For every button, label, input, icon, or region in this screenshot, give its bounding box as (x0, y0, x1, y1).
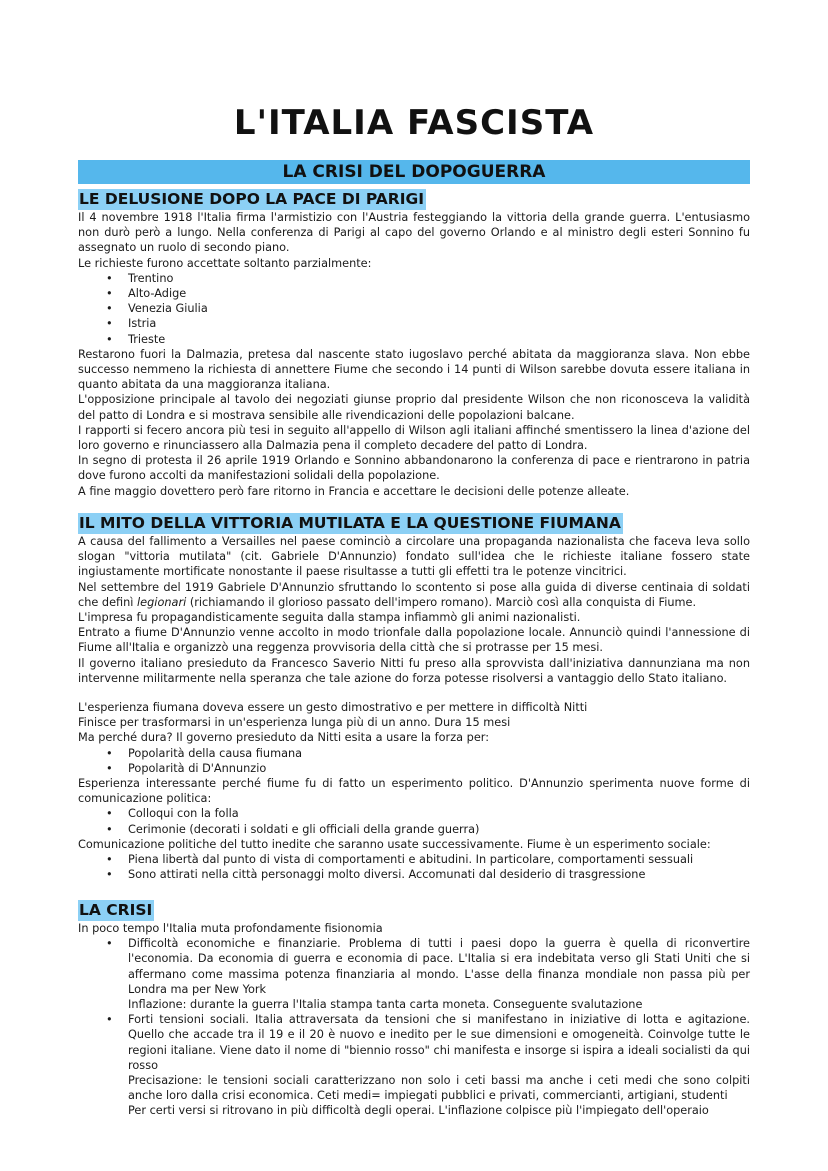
list-item: • Colloqui con la folla (78, 806, 750, 821)
list-item-text: • Difficoltà economiche e finanziarie. Problema di tutti i paesi dopo la guerra è quella di riconvertire l'economia. Da economia di guerra e economia di pace. L'Italia si era indebitata verso gli Stati Uniti che si affermano come massima potenza finanziaria al mondo. L'asse della finanza mondiale non passa più per Londra ma per New York (128, 937, 750, 996)
paragraph: Esperienza interessante perché fiume fu di fatto un esperimento politico. D'Annunzio sperimenta nuove forme di comunicazione politica: (78, 777, 750, 806)
list-item: • Alto-Adige (78, 286, 750, 301)
list-item: • Istria (78, 316, 750, 331)
crisis-list (78, 936, 750, 1118)
list-item (78, 1012, 750, 1118)
territory-list (78, 271, 750, 347)
list-item: • Popolarità di D'Annunzio (78, 761, 750, 776)
spacer (78, 686, 750, 700)
page-title: L'ITALIA FASCISTA (233, 103, 595, 143)
social-list (78, 852, 750, 882)
paragraph: Finisce per trasformarsi in un'esperienza lunga più di un anno. Dura 15 mesi (78, 716, 511, 730)
list-item-text: Inflazione: durante la guerra l'Italia stampa tanta carta moneta. Conseguente svalutazione (128, 998, 643, 1012)
paragraph: In segno di protesta il 26 aprile 1919 Orlando e Sonnino abbandonarono la conferenza di pace e rientrarono in patria dove furono accolti da manifestazioni solidali della popolazione. (78, 454, 750, 483)
paragraph: Restarono fuori la Dalmazia, pretesa dal nascente stato iugoslavo perché abitata da maggioranza slava. Non ebbe successo nemmeno la richiesta di annettere Fiume che secondo i 14 punti di Wilson sarebbe dovuta essere italiana in quanto abitata da una maggioranza italiana. (78, 347, 750, 392)
list-item: • Piena libertà dal punto di vista di comportamenti e abitudini. In particolare, comportamenti sessuali (78, 852, 750, 867)
list-item: • Popolarità della causa fiumana (78, 746, 750, 761)
text-span: Nel settembre del 1919 Gabriele D'Annunzio sfruttando lo scontento si pose alla guida di diverse centinaia di soldati che definì (78, 580, 750, 609)
paragraph: Entrato a fiume D'Annunzio venne accolto in modo trionfale dalla popolazione locale. Annunciò quindi l'annessione di Fiume all'Italia e organizzò una reggenza provvisoria della città che si protrasse per 15 mesi. (78, 626, 750, 655)
chapter-banner: LA CRISI DEL DOPOGUERRA (78, 160, 750, 184)
list-item: • Trentino (78, 271, 750, 286)
paragraph: L'esperienza fiumana doveva essere un gesto dimostrativo e per mettere in difficoltà Nitti (78, 701, 588, 715)
section-heading: LE DELUSIONE DOPO LA PACE DI PARIGI (79, 190, 424, 208)
list-item-text: • Forti tensioni sociali. Italia attraversata da tensioni che si manifestano in iniziative di lotta e agitazione. Quello che accade tra il 19 e il 20 è nuovo e inedito per le sue dimensioni e omogeneità. Coinvolge tutte le regioni italiane. Viene dato il nome di "biennio rosso" chi manifesta e insorge si ispira a ideali socialisti da qui rosso (128, 1013, 750, 1072)
section-peace-paris (78, 189, 750, 499)
paragraph: L'impresa fu propagandisticamente seguita dalla stampa infiammò gli animi nazionalisti. (78, 611, 581, 625)
paragraph (78, 580, 750, 610)
paragraph: Comunicazione politiche del tutto inedite che saranno usate successivamente. Fiume è un esperimento sociale: (78, 837, 711, 851)
list-item-text: Per certi versi si ritrovano in più difficoltà degli operai. L'inflazione colpisce più l'impiegato dell'operaio (128, 1104, 709, 1118)
paragraph: L'opposizione principale al tavolo dei negoziati giunse proprio dal presidente Wilson che non riconosceva la validità del patto di Londra e si mostrava sensibile alle rivendicazioni delle popolazioni balcane. (78, 393, 750, 422)
list-item (78, 936, 750, 1012)
text-span: (richiamando il glorioso passato dell'impero romano). Marciò così alla conquista di Fiume. (186, 595, 697, 609)
list-item-text: Precisazione: le tensioni sociali caratterizzano non solo i ceti bassi ma anche i ceti medi che sono colpiti anche loro dalla crisi economica. Ceti medi= impiegati pubblici e privati, commercianti, artigiani, studenti (128, 1074, 750, 1103)
section-heading: LA CRISI (79, 901, 153, 919)
section-la-crisi (78, 900, 750, 1119)
paragraph: Il 4 novembre 1918 l'Italia firma l'armistizio con l'Austria festeggiando la vittoria della grande guerra. L'entusiasmo non durò però a lungo. Nella conferenza di Parigi al capo del governo Orlando e al ministro degli esteri Sonnino fu assegnato un ruolo di secondo piano. (78, 211, 750, 255)
section-heading: IL MITO DELLA VITTORIA MUTILATA E LA QUESTIONE FIUMANA (79, 514, 621, 532)
paragraph: A causa del fallimento a Versailles nel paese cominciò a circolare una propaganda nazionalista che faceva leva sollo slogan "vittoria mutilata" (cit. Gabriele D'Annunzio) fondato sull'idea che le richieste italiane fossero state ingiustamente mortificate nonostante il paese risultasse a tutti gli effetti tra le potenze vincitrici. (78, 535, 750, 579)
paragraph: I rapporti si fecero ancora più tesi in seguito all'appello di Wilson agli italiani affinché smentissero la linea d'azione del loro governo e rinunciassero alla Dalmazia pena il completo decadere del patto di Londra. (78, 423, 750, 453)
section-vittoria-mutilata (78, 513, 750, 882)
list-item: • Sono attirati nella città personaggi molto diversi. Accomunati dal desiderio di trasgressione (78, 867, 750, 882)
paragraph: In poco tempo l'Italia muta profondamente fisionomia (78, 922, 383, 935)
reasons-list (78, 746, 750, 776)
list-item: • Trieste (78, 332, 750, 347)
list-item: • Venezia Giulia (78, 301, 750, 316)
paragraph: Le richieste furono accettate soltanto parzialmente: (78, 256, 372, 270)
list-item: • Cerimonie (decorati i soldati e gli officiali della grande guerra) (78, 822, 750, 837)
paragraph: Il governo italiano presieduto da Francesco Saverio Nitti fu preso alla sprovvista dall'iniziativa dannunziana ma non intervenne militarmente nella speranza che tale azione do forza potesse risolversi a vantaggio dello Stato italiano. (78, 656, 750, 685)
emphasis-text: legionari (137, 595, 187, 609)
paragraph: Ma perché dura? Il governo presieduto da Nitti esita a usare la forza per: (78, 731, 490, 745)
communication-list (78, 806, 750, 836)
paragraph: A fine maggio dovettero però fare ritorno in Francia e accettare le decisioni delle potenze alleate. (78, 484, 630, 498)
